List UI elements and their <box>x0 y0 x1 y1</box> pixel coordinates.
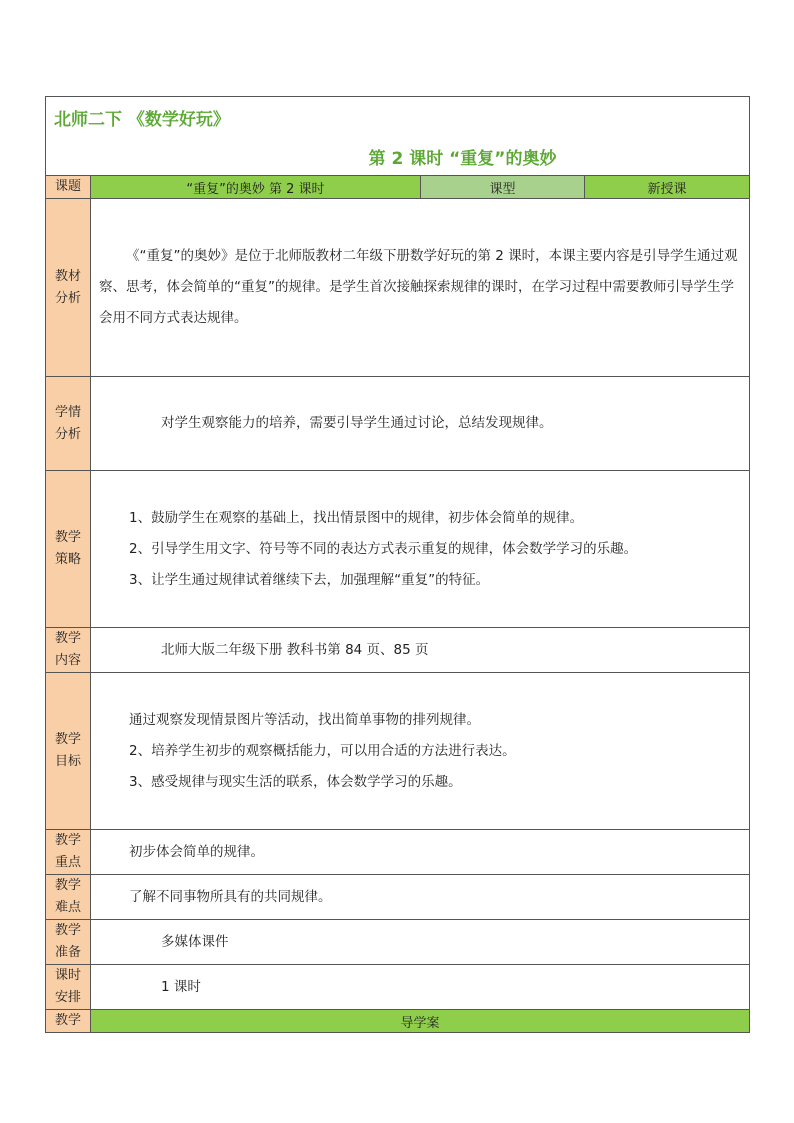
document-title: 北师二下 《数学好玩》 <box>46 97 750 138</box>
goals-label: 教学目标 <box>46 673 91 830</box>
content-row <box>46 628 750 673</box>
footer-row <box>46 1010 750 1033</box>
students-row <box>46 377 750 471</box>
strategy-label: 教学策略 <box>46 471 91 628</box>
material-label: 教材分析 <box>46 199 91 377</box>
strategy-row <box>46 471 750 628</box>
lesson-plan-sheet <box>45 96 749 1033</box>
goal-item: 2、培养学生初步的观察概括能力，可以用合适的方法进行表达。 <box>129 742 516 759</box>
schedule-label: 课时安排 <box>46 965 91 1010</box>
lesson-plan-table <box>45 96 750 1033</box>
content-label: 教学内容 <box>46 628 91 673</box>
schedule-text: 1 课时 <box>91 965 750 1010</box>
info-row <box>46 176 750 199</box>
strategy-item: 3、让学生通过规律试着继续下去，加强理解“重复”的特征。 <box>129 571 490 588</box>
topic-label: 课题 <box>46 176 91 199</box>
lesson-subtitle: 第 2 课时 “重复”的奥妙 <box>46 137 750 176</box>
strategy-item: 2、引导学生用文字、符号等不同的表达方式表示重复的规律，体会数学学习的乐趣。 <box>129 540 638 557</box>
content-text: 北师大版二年级下册 教科书第 84 页、85 页 <box>91 628 750 673</box>
material-row <box>46 199 750 377</box>
preparation-label: 教学准备 <box>46 920 91 965</box>
schedule-row <box>46 965 750 1010</box>
material-text: 《“重复”的奥妙》是位于北师版教材二年级下册数学好玩的第 2 课时，本课主要内容是引导学生通过观察、思考，体会简单的“重复”的规律。是学生首次接触探索规律的课时，在学习过程中需要教师引导学生学会用不同方式表达规律。 <box>99 248 738 326</box>
footer-label: 教学 <box>46 1010 91 1033</box>
difficulty-text: 了解不同事物所具有的共同规律。 <box>91 875 750 920</box>
students-label: 学情分析 <box>46 377 91 471</box>
key-point-row <box>46 830 750 875</box>
type-label: 课型 <box>421 176 585 199</box>
key-point-text: 初步体会简单的规律。 <box>91 830 750 875</box>
preparation-text: 多媒体课件 <box>91 920 750 965</box>
difficulty-row <box>46 875 750 920</box>
footer-value: 导学案 <box>91 1010 750 1033</box>
strategy-item: 1、鼓励学生在观察的基础上，找出情景图中的规律，初步体会简单的规律。 <box>129 509 584 526</box>
type-value: 新授课 <box>585 176 750 199</box>
key-point-label: 教学重点 <box>46 830 91 875</box>
goal-item: 通过观察发现情景图片等活动，找出简单事物的排列规律。 <box>129 711 480 728</box>
students-text: 对学生观察能力的培养，需要引导学生通过讨论，总结发现规律。 <box>91 377 750 471</box>
difficulty-label: 教学难点 <box>46 875 91 920</box>
preparation-row <box>46 920 750 965</box>
goal-item: 3、感受规律与现实生活的联系，体会数学学习的乐趣。 <box>129 773 462 790</box>
goals-row <box>46 673 750 830</box>
topic-value: “重复”的奥妙 第 2 课时 <box>91 176 421 199</box>
